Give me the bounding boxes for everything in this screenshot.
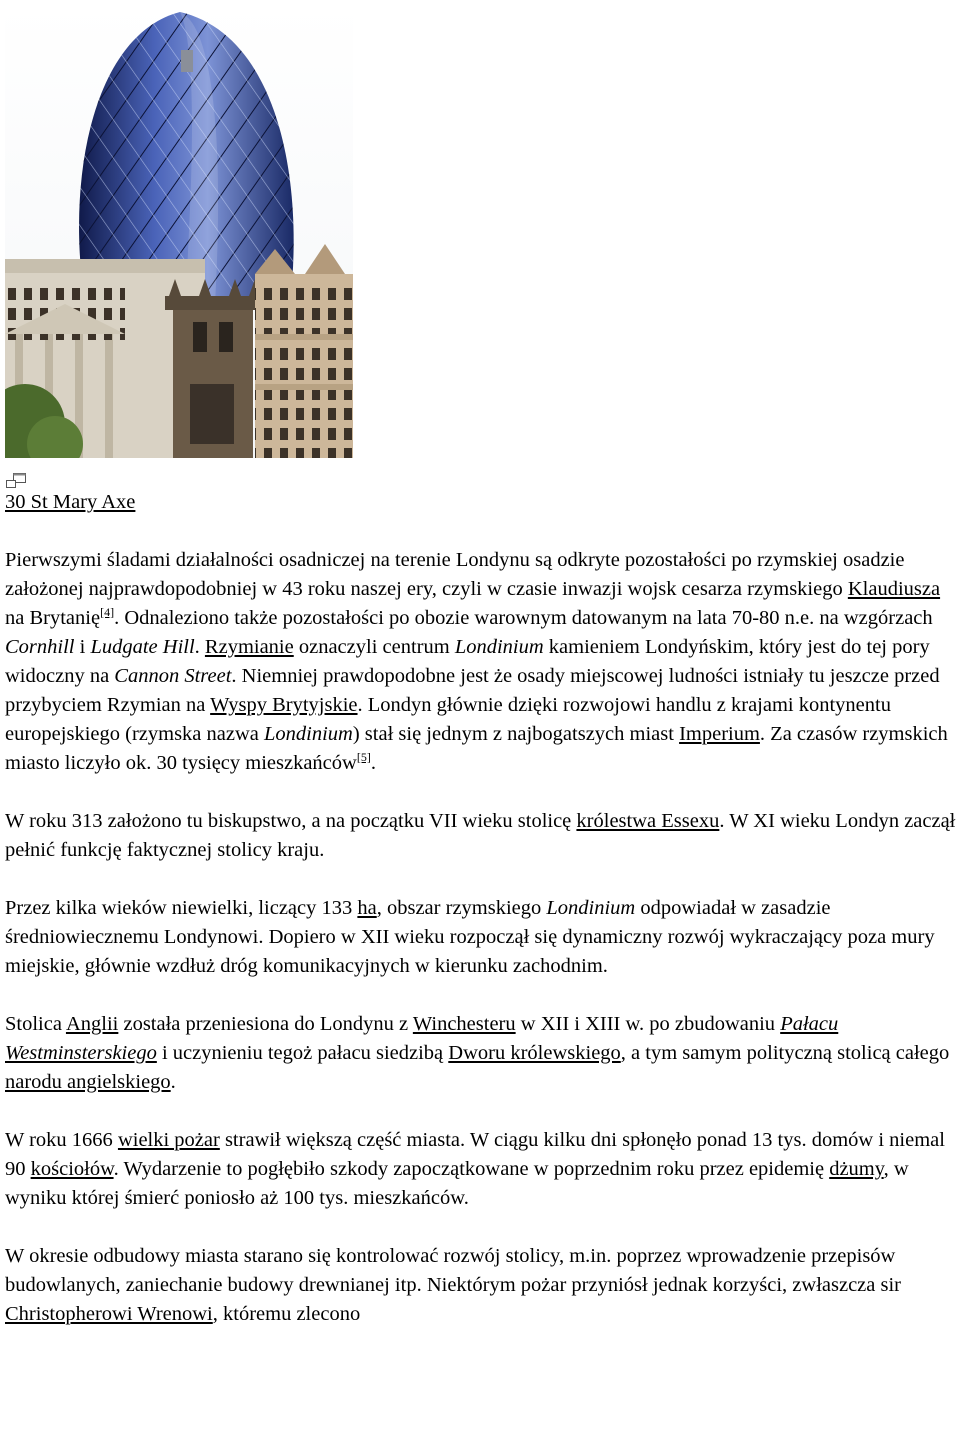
text-run: , w wyniku której śmierć poniosło aż 100 tys. mieszkańców. bbox=[5, 1158, 909, 1209]
text-run: . Londyn głównie dzięki rozwojowi handlu z krajami kontynentu europejskiego (rzymska nazwa bbox=[5, 694, 891, 745]
paragraph bbox=[5, 894, 957, 981]
text-run: . bbox=[170, 1071, 176, 1093]
text-run: Londinium bbox=[546, 897, 636, 919]
paragraph bbox=[5, 807, 957, 865]
text-run: , któremu zlecono bbox=[212, 1303, 361, 1325]
text-run: Londinium bbox=[454, 636, 544, 658]
text-run: Londinium bbox=[264, 723, 353, 745]
text-run: . Niemniej prawdopodobne jest że osady miejscowej ludności istniały tu jeszcze przed przybyciem Rzymian na bbox=[5, 665, 940, 716]
text-run: . W XI wieku Londyn zaczął pełnić funkcję faktycznej stolicy kraju. bbox=[5, 810, 956, 861]
text-run: i uczynieniu tegoż pałacu siedzibą bbox=[156, 1042, 449, 1064]
text-run: na Brytanię bbox=[5, 607, 101, 629]
wiki-link[interactable]: Klaudiusza bbox=[847, 578, 941, 600]
wiki-link[interactable]: Rzymianie bbox=[204, 636, 294, 658]
text-run: Ludgate Hill bbox=[90, 636, 195, 658]
text-run: strawił większą część miasta. W ciągu kilku dni spłonęło ponad 13 tys. domów i niemal 90 bbox=[5, 1129, 945, 1180]
text-run: W roku 313 założono tu biskupstwo, a na początku VII wieku stolicę bbox=[5, 810, 577, 832]
wiki-link[interactable]: Anglii bbox=[65, 1013, 119, 1035]
text-run: kamieniem Londyńskim, który jest do tej pory widoczny na bbox=[5, 636, 930, 687]
wiki-link[interactable]: Pałacu Westminsterskiego bbox=[5, 1013, 839, 1064]
footnote-link[interactable]: [4] bbox=[100, 605, 115, 619]
text-run: oznaczyli centrum bbox=[293, 636, 455, 658]
wiki-link[interactable]: narodu angielskiego bbox=[5, 1071, 171, 1093]
wiki-link[interactable]: Dworu królewskiego bbox=[448, 1042, 621, 1064]
text-run: Cannon Street bbox=[114, 665, 232, 687]
text-run: . bbox=[370, 752, 376, 774]
text-run: została przeniesiona do Londynu z bbox=[118, 1013, 413, 1035]
wiki-link[interactable]: kościołów bbox=[30, 1158, 114, 1180]
text-run: odpowiadał w zasadzie średniowiecznemu Londynowi. Dopiero w XII wieku rozpoczął się dynamiczny rozwój wykraczający poza mury miejskie, głównie wzdłuż dróg komunikacyjnych w kierunku zachodnim. bbox=[5, 897, 935, 977]
paragraph bbox=[5, 1126, 957, 1213]
text-run: . Za czasów rzymskich miasto liczyło ok. 30 tysięcy mieszkańców bbox=[5, 723, 948, 774]
paragraph bbox=[5, 546, 957, 778]
footnote-link[interactable]: [5] bbox=[356, 750, 371, 764]
wiki-link[interactable]: Wyspy Brytyjskie bbox=[210, 694, 358, 716]
image-caption-link[interactable]: 30 St Mary Axe bbox=[5, 491, 136, 513]
text-run: W roku 1666 bbox=[5, 1129, 118, 1151]
text-run: w XII i XIII w. po zbudowaniu bbox=[515, 1013, 781, 1035]
text-run: , obszar rzymskiego bbox=[376, 897, 547, 919]
text-run: i bbox=[74, 636, 91, 658]
article-body bbox=[5, 546, 957, 1358]
text-run: Cornhill bbox=[5, 636, 75, 658]
text-run: . Wydarzenie to pogłębiło szkody zapoczątkowane w poprzednim roku przez epidemię bbox=[113, 1158, 830, 1180]
text-run: , a tym samym polityczną stolicą całego bbox=[620, 1042, 950, 1064]
wiki-link[interactable]: Winchesteru bbox=[412, 1013, 516, 1035]
wiki-link[interactable]: królestwa Essexu bbox=[576, 810, 720, 832]
text-run: . Odnaleziono także pozostałości po obozie warownym datowanym na lata 70-80 n.e. na wzgórzach bbox=[114, 607, 933, 629]
magnify-icon[interactable] bbox=[5, 470, 27, 488]
wiki-link[interactable]: Imperium bbox=[679, 723, 760, 745]
text-run: Pierwszymi śladami działalności osadniczej na terenie Londynu są odkryte pozostałości po rzymskiej osadzie założonej najprawdopodobniej w 43 roku naszej ery, czyli w czasie inwazji wojsk cesarza rzymskiego bbox=[5, 549, 905, 600]
wiki-link[interactable]: wielki pożar bbox=[117, 1129, 220, 1151]
text-run: . bbox=[194, 636, 205, 658]
paragraph bbox=[5, 1242, 957, 1329]
building-photo[interactable] bbox=[5, 4, 353, 458]
text-run: W okresie odbudowy miasta starano się kontrolować rozwój stolicy, m.in. poprzez wprowadzenie przepisów budowlanych, zaniechanie budowy drewnianej itp. Niektórym pożar przyniósł jednak korzyści, zwłaszcza sir bbox=[5, 1245, 901, 1296]
text-run: Stolica bbox=[5, 1013, 66, 1035]
wiki-link[interactable]: dżumy bbox=[829, 1158, 884, 1180]
wiki-link[interactable]: ha bbox=[357, 897, 377, 919]
text-run: Przez kilka wieków niewielki, liczący 133 bbox=[5, 897, 358, 919]
text-run: ) stał się jednym z najbogatszych miast bbox=[352, 723, 680, 745]
wiki-link[interactable]: Christopherowi Wrenowi bbox=[5, 1303, 213, 1325]
paragraph bbox=[5, 1010, 957, 1097]
